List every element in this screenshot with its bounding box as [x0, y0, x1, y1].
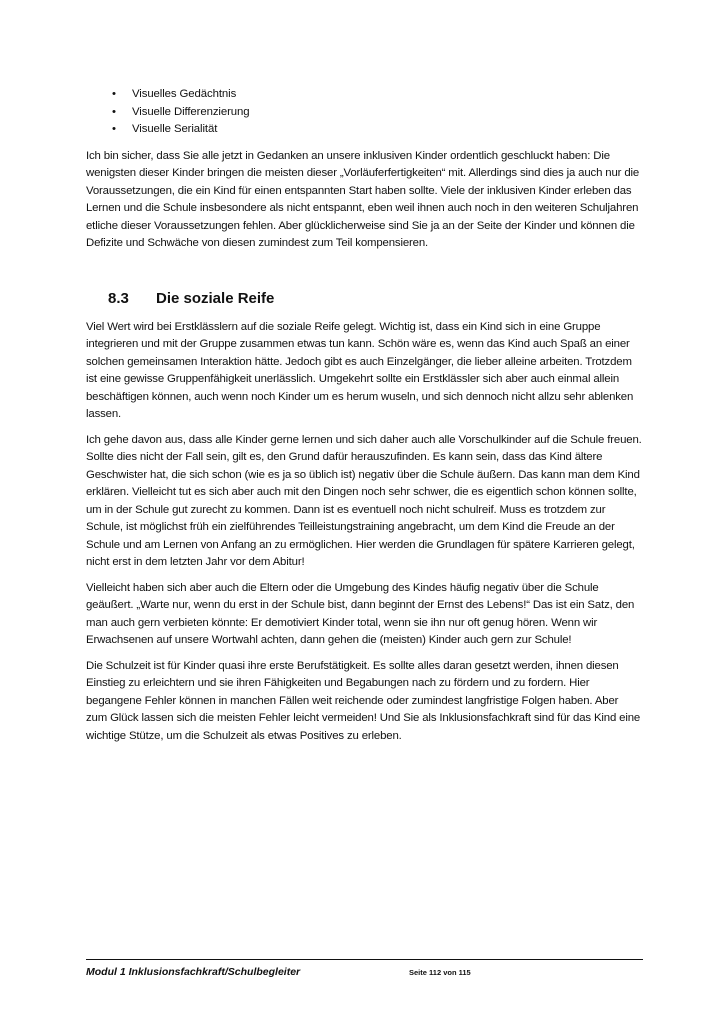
- footer-divider: [86, 959, 643, 960]
- footer-module-title: Modul 1 Inklusionsfachkraft/Schulbegleiter: [86, 966, 301, 978]
- body-paragraph: Ich gehe davon aus, dass alle Kinder gerne lernen und sich daher auch alle Vorschulkinder auf die Schule freuen. Sollte dies nicht der Fall sein, gilt es, den Grund dafür herauszufinden. Es kann sein, dass das Kind ältere Geschwister hat, die sich schon (wie es ja so üblich ist) negativ über die Schule äußern. Das kann man dem Kind erklären. Vielleicht tut es sich aber auch mit den Dingen noch sehr schwer, die es eigentlich schon können sollte, um in der Schule gut zurecht zu kommen. Dann ist es eventuell noch nicht schulreif. Muss es trotzdem zur Schule, ist möglichst früh ein zielführendes Teilleistungstraining angebracht, um dem Kind die Freude an der Schule und am Lernen von Anfang an zu ermöglichen. Hier werden die Grundlagen für spätere Karrieren gelegt, nicht erst in dem letzten Jahr vor dem Abitur!: [86, 433, 642, 568]
- section-title: Die soziale Reife: [156, 289, 275, 307]
- body-paragraph: Viel Wert wird bei Erstklässlern auf die soziale Reife gelegt. Wichtig ist, dass ein Kind sich in eine Gruppe integrieren und mit der Gruppe zusammen etwas tun kann. Schön wäre es, wenn das Kind auch Spaß an einer solchen gemeinsamen Interaktion hätte. Jedoch gibt es auch Einzelgänger, die lieber alleine arbeiten. Trotzdem ist eine gewisse Gruppenfähigkeit unerlässlich. Umgekehrt sollte ein Erstklässler sich aber auch einmal allein beschäftigen können, auch wenn noch Kinder um es herum wuseln, und sich dennoch nicht allzu sehr ablenken lassen.: [86, 320, 634, 420]
- section-heading: [86, 289, 642, 309]
- bullet-list: [86, 86, 642, 139]
- page-content: [86, 86, 642, 753]
- body-paragraph: Die Schulzeit ist für Kinder quasi ihre erste Berufstätigkeit. Es sollte alles daran gesetzt werden, ihnen diesen Einstieg zu erleichtern und sie ihren Fähigkeiten und Begabungen nach zu fördern und zu fordern. Hier begangene Fehler können in manchen Fällen weit reichende oder zumindest langfristige Folgen haben. Aber zum Glück lassen sich die meisten Fehler leicht vermeiden! Und Sie als Inklusionsfachkraft sind für das Kind eine wichtige Stütze, um die Schulzeit als etwas Positives zu erleben.: [86, 659, 641, 742]
- bullet-item: • Visuelles Gedächtnis: [86, 86, 642, 104]
- bullet-item: • Visuelle Serialität: [86, 121, 642, 139]
- footer-page-number: Seite 112 von 115: [409, 968, 471, 977]
- bullet-item: • Visuelle Differenzierung: [86, 104, 642, 122]
- section-number: 8.3: [108, 289, 129, 307]
- intro-paragraph: Ich bin sicher, dass Sie alle jetzt in Gedanken an unsere inklusiven Kinder ordentlich geschluckt haben: Die wenigsten dieser Kinder bringen die meisten dieser „Vorläuferfertigkeiten“ mit. Allerdings sind dies ja auch nur die Voraussetzungen, die ein Kind für einen entspannten Start haben sollte. Viele der inklusiven Kinder erleben das Lernen und die Schule insbesondere als nicht entspannt, eben weil ihnen auch noch in den weiteren Schuljahren etliche dieser Voraussetzungen fehlen. Aber glücklicherweise sind Sie ja an der Seite der Kinder und können die Defizite und Schwäche von diesen zumindest zum Teil kompensieren.: [86, 149, 640, 249]
- body-paragraph: Vielleicht haben sich aber auch die Eltern oder die Umgebung des Kindes häufig negativ über die Schule geäußert. „Warte nur, wenn du erst in der Schule bist, dann beginnt der Ernst des Lebens!“ Das ist ein Satz, den man auch gern verbieten könnte: Er demotiviert Kinder total, wenn sie ihn nur oft genug hören. Wenn wir Erwachsenen auf unsere Wortwahl achten, dann gehen die (meisten) Kinder auch gern zur Schule!: [86, 581, 635, 646]
